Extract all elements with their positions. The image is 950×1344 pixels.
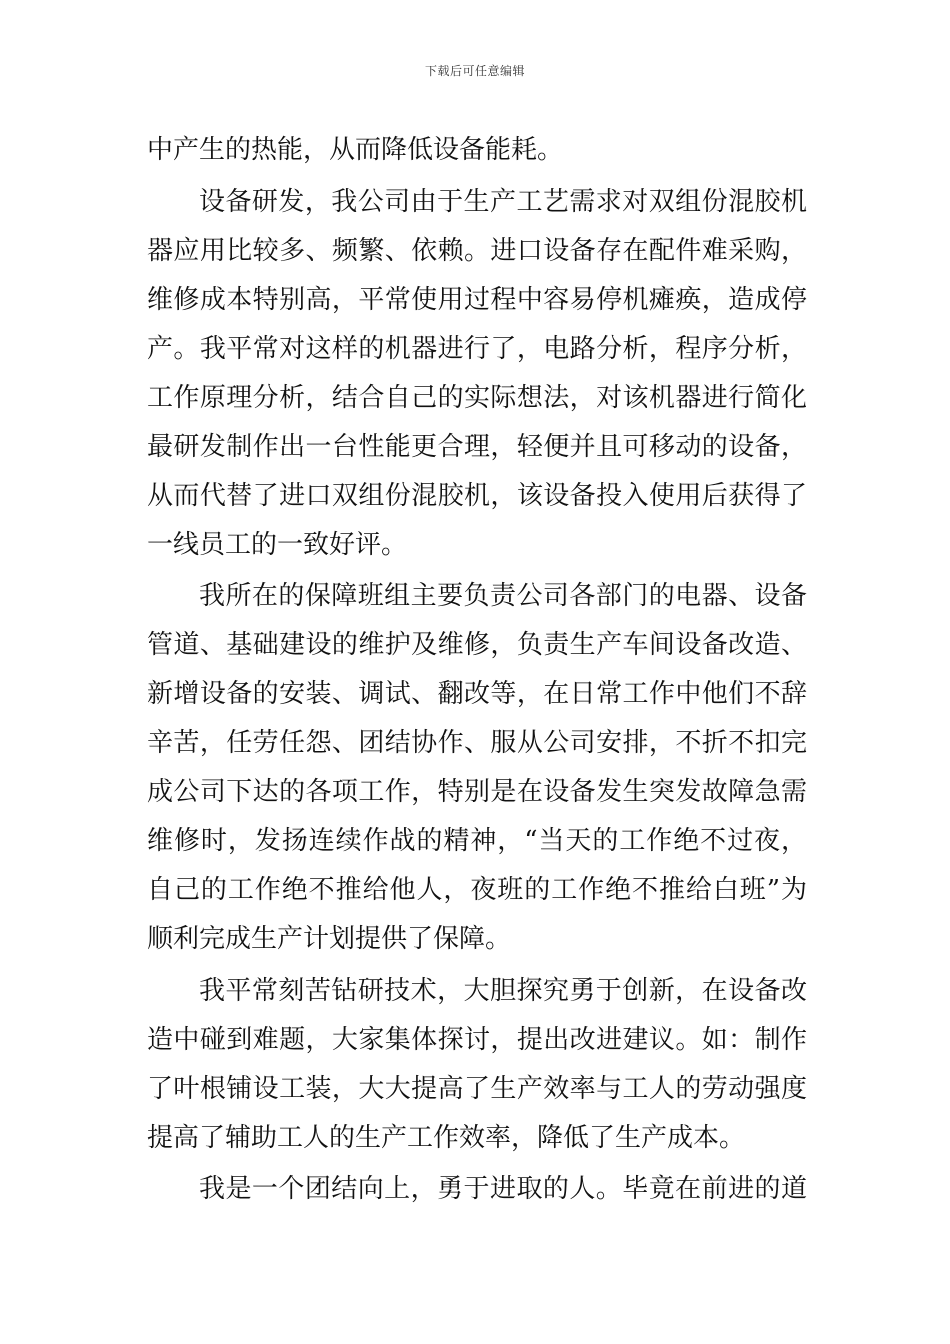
paragraph-1 — [147, 126, 807, 175]
text-line: 辛苦，任劳任怨、团结协作、服从公司安排，不折不扣完 — [147, 728, 807, 758]
paragraph-3 — [147, 572, 807, 964]
text-line: 从而代替了进口双组份混胶机，该设备投入使用后获得了 — [147, 480, 807, 511]
paragraph-5 — [147, 1165, 807, 1214]
paragraph-2 — [147, 178, 807, 570]
text-line: 提高了辅助工人的生产工作效率，降低了生产成本。 — [147, 1122, 746, 1153]
text-line: 我所在的保障班组主要负责公司各部门的电器、设备 — [199, 581, 807, 611]
text-line: 产。我平常对这样的机器进行了，电路分析，程序分析， — [147, 333, 807, 364]
paragraph-4 — [147, 967, 807, 1163]
text-line: 一线员工的一致好评。 — [147, 529, 408, 560]
text-line: 我平常刻苦钻研技术，大胆探究勇于创新，在设备改 — [199, 975, 807, 1006]
text-line: 新增设备的安装、调试、翻改等，在日常工作中他们不辞 — [147, 679, 807, 709]
text-line: 顺利完成生产计划提供了保障。 — [147, 924, 512, 954]
text-line: 自己的工作绝不推给他人，夜班的工作绝不推给白班”为 — [147, 875, 807, 905]
text-line: 设备研发，我公司由于生产工艺需求对双组份混胶机 — [199, 186, 807, 217]
text-line: 造中碰到难题，大家集体探讨，提出改进建议。如：制作 — [147, 1024, 807, 1055]
text-line: 中产生的热能，从而降低设备能耗。 — [147, 135, 564, 165]
page-header: 下载后可任意编辑 — [424, 64, 525, 78]
document-body — [147, 126, 807, 1217]
text-line: 维修成本特别高，平常使用过程中容易停机瘫痪，造成停 — [147, 284, 807, 315]
text-line: 工作原理分析，结合自己的实际想法，对该机器进行简化 — [147, 382, 807, 413]
text-line: 我是一个团结向上，勇于进取的人。毕竟在前进的道 — [199, 1174, 807, 1204]
text-line: 了叶根铺设工装，大大提高了生产效率与工人的劳动强度 — [147, 1073, 807, 1104]
text-line: 管道、基础建设的维护及维修，负责生产车间设备改造、 — [147, 630, 807, 660]
text-line: 成公司下达的各项工作，特别是在设备发生突发故障急需 — [147, 777, 807, 807]
text-line: 维修时，发扬连续作战的精神，“当天的工作绝不过夜， — [147, 826, 807, 856]
text-line: 器应用比较多、频繁、依赖。进口设备存在配件难采购， — [147, 235, 807, 266]
text-line: 最研发制作出一台性能更合理，轻便并且可移动的设备， — [147, 431, 807, 462]
